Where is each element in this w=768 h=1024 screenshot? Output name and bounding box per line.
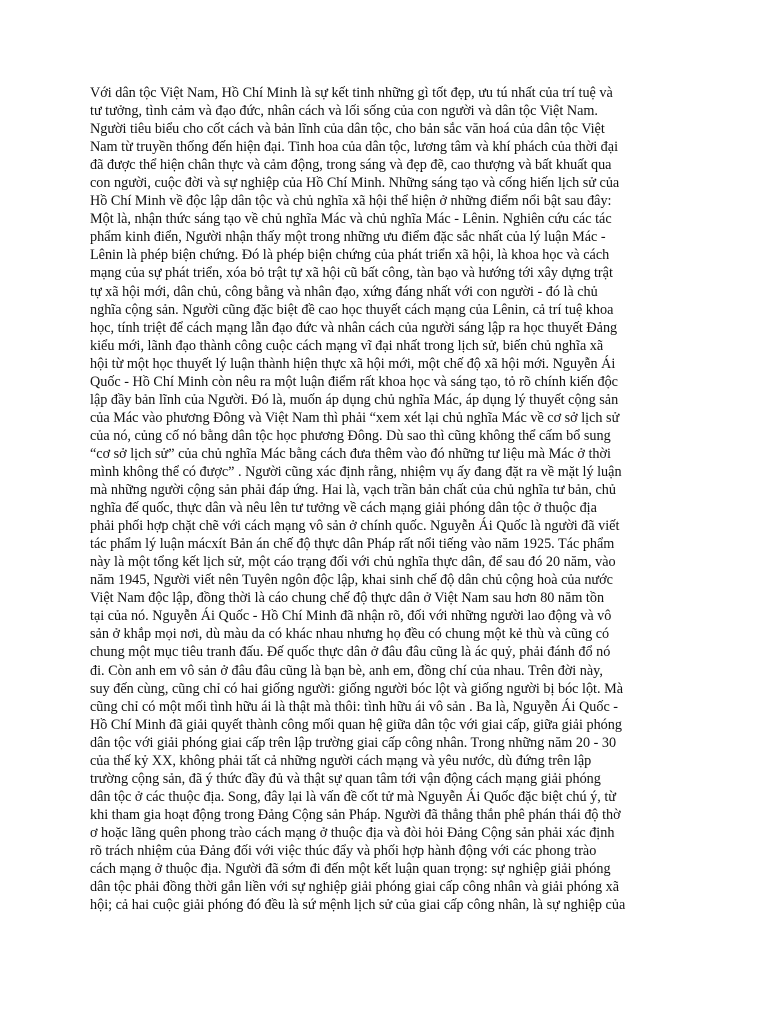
text-line: học, tính triệt để cách mạng lẫn đạo đức và nhân cách của người sáng lập ra học thuyết Đảng <box>90 319 618 336</box>
text-line: Việt Nam độc lập, đồng thời là cáo chung chế độ thực dân ở Việt Nam sau hơn 80 năm tồn <box>90 590 605 607</box>
body-paragraph <box>90 84 682 914</box>
text-line: của nó, củng cố nó bằng dân tộc học phương Đông. Dù sao thì cũng không thể cấm bổ sung <box>90 427 611 444</box>
text-line: nghĩa cộng sản. Người cũng đặc biệt đề cao học thuyết cách mạng của Lênin, cả trí tuệ khoa <box>90 301 614 318</box>
text-line: đã được thể hiện chân thực và cảm động, trong sáng và đẹp đẽ, cao thượng và bất khuất qua <box>90 157 612 174</box>
text-line: hội từ một học thuyết lý luận thành hiện thực xã hội mới, một chế độ xã hội mới. Nguyễn Ái <box>90 355 616 372</box>
text-line: dân tộc phải đồng thời gắn liền với sự nghiệp giải phóng giai cấp công nhân và giải phóng xã <box>90 879 619 896</box>
text-line: phải phối hợp chặt chẽ với cách mạng vô sản ở chính quốc. Nguyễn Ái Quốc là người đã viết <box>90 518 620 535</box>
text-line: dân tộc ở các thuộc địa. Song, đây lại là vấn đề cốt tử mà Nguyễn Ái Quốc đặc biệt chú ý, từ <box>90 788 616 805</box>
text-line: tác phẩm lý luận mácxít Bản án chế độ thực dân Pháp rất nổi tiếng vào năm 1925. Tác phẩm <box>90 536 615 553</box>
text-line: dân tộc với giải phóng giai cấp trên lập trường giai cấp công nhân. Trong những năm 20 - 30 <box>90 734 617 751</box>
text-line: phẩm kinh điển, Người nhận thấy một trong những ưu điểm đặc sắc nhất của lý luận Mác - <box>90 229 606 246</box>
text-line: năm 1945, Người viết nên Tuyên ngôn độc lập, khai sinh chế độ dân chủ cộng hoà của nước <box>90 572 613 589</box>
text-line: ơ hoặc lãng quên phong trào cách mạng ở thuộc địa và đòi hỏi Đảng Cộng sản phải xác định <box>90 824 615 841</box>
text-line: chung một mục tiêu tranh đấu. Đế quốc thực dân ở đâu đâu cũng là ác quỷ, phải đánh đổ nó <box>90 644 611 661</box>
text-line: của Mác vào phương Đông và Việt Nam thì phải “xem xét lại chủ nghĩa Mác về cơ sở lịch sử <box>90 409 620 426</box>
text-line: suy đến cùng, cũng chỉ có hai giống người: giống người bóc lột và giống người bị bóc lột. Mà <box>90 680 624 697</box>
text-line: này là một tổng kết lịch sử, một cáo trạng đối với chủ nghĩa thực dân, để sau đó 20 năm, vào <box>90 554 616 571</box>
text-line: kiểu mới, lãnh đạo thành công cuộc cách mạng vĩ đại nhất trong lịch sử, biến chủ nghĩa xã <box>90 337 604 354</box>
text-line: mạng của sự phát triển, xóa bỏ trật tự xã hội cũ bất công, tàn bạo và hướng tới xây dựng trật <box>90 265 613 282</box>
text-line: cách mạng ở thuộc địa. Người đã sớm đi đến một kết luận quan trọng: sự nghiệp giải phóng <box>90 861 611 878</box>
text-line: sản ở khắp mọi nơi, dù màu da có khác nhau nhưng họ đều có chung một kẻ thù và cũng có <box>90 626 610 643</box>
text-line: hội; cả hai cuộc giải phóng đó đều là sứ mệnh lịch sử của giai cấp công nhân, là sự nghiệp của <box>90 897 626 914</box>
text-line: lập đầy bản lĩnh của Người. Đó là, muốn áp dụng chủ nghĩa Mác, áp dụng lý thuyết cộng sản <box>90 391 619 408</box>
text-line: “cơ sở lịch sử” của chủ nghĩa Mác bằng cách đưa thêm vào đó những tư liệu mà Mác ở thời <box>90 445 611 462</box>
text-line: Quốc - Hồ Chí Minh còn nêu ra một luận điểm rất khoa học và sáng tạo, tỏ rõ chính kiến độc <box>90 373 618 390</box>
text-line: Hồ Chí Minh về độc lập dân tộc và chủ nghĩa xã hội thể hiện ở những điểm nổi bật sau đây: <box>90 193 612 210</box>
text-line: nghĩa đế quốc, thực dân và nêu lên tư tưởng về cách mạng giải phóng dân tộc ở thuộc địa <box>90 500 597 517</box>
text-line: mà những người cộng sản phải đáp ứng. Hai là, vạch trần bản chất của chủ nghĩa tư bản, chủ <box>90 482 616 499</box>
text-line: mình không thể có được” . Người cũng xác định rằng, nhiệm vụ ấy đang đặt ra về mặt lý luận <box>90 463 622 480</box>
text-line: Nam từ truyền thống đến hiện đại. Tinh hoa của dân tộc, lương tâm và khí phách của thời đại <box>90 139 619 156</box>
text-line: của thế kỷ XX, không phải tất cả những người cách mạng và yêu nước, dù đứng trên lập <box>90 752 592 769</box>
text-line: cũng chỉ có một mối tình hữu ái là thật mà thôi: tình hữu ái vô sản . Ba là, Nguyễn Ái Quốc - <box>90 698 619 715</box>
text-line: rõ trách nhiệm của Đảng đối với việc thúc đẩy và phối hợp hành động với các phong trào <box>90 842 597 859</box>
text-line: trường cộng sản, đã ý thức đầy đủ và thật sự quan tâm tới vận động cách mạng giải phóng <box>90 770 601 787</box>
text-line: Người tiêu biểu cho cốt cách và bản lĩnh của dân tộc, cho bản sắc văn hoá của dân tộc Việt <box>90 121 605 138</box>
text-line: Với dân tộc Việt Nam, Hồ Chí Minh là sự kết tinh những gì tốt đẹp, ưu tú nhất của trí tuệ và <box>90 85 613 101</box>
text-line: Hồ Chí Minh đã giải quyết thành công mối quan hệ giữa dân tộc với giai cấp, giữa giải phóng <box>90 716 622 733</box>
text-line: khi tham gia hoạt động trong Đảng Cộng sản Pháp. Người đã thẳng thắn phê phán thái độ thờ <box>90 806 621 823</box>
text-line: tự xã hội mới, dân chủ, công bằng và nhân đạo, xứng đáng nhất với con người - đó là chủ <box>90 283 598 300</box>
text-line: tại của nó. Nguyễn Ái Quốc - Hồ Chí Minh đã nhận rõ, đối với những người lao động và vô <box>90 608 612 625</box>
text-line: Lênin là phép biện chứng. Đó là phép biện chứng của phát triển xã hội, là khoa học và cách <box>90 247 610 264</box>
text-line: Một là, nhận thức sáng tạo về chủ nghĩa Mác và chủ nghĩa Mác - Lênin. Nghiên cứu các tác <box>90 211 612 228</box>
text-line: con người, cuộc đời và sự nghiệp của Hồ Chí Minh. Những sáng tạo và cống hiến lịch sử của <box>90 175 620 192</box>
text-line: đi. Còn anh em vô sản ở đâu đâu cũng là bạn bè, anh em, đồng chí của nhau. Trên đời này, <box>90 662 603 679</box>
text-line: tư tưởng, tình cảm và đạo đức, nhân cách và lối sống của con người và dân tộc Việt Nam. <box>90 103 598 120</box>
